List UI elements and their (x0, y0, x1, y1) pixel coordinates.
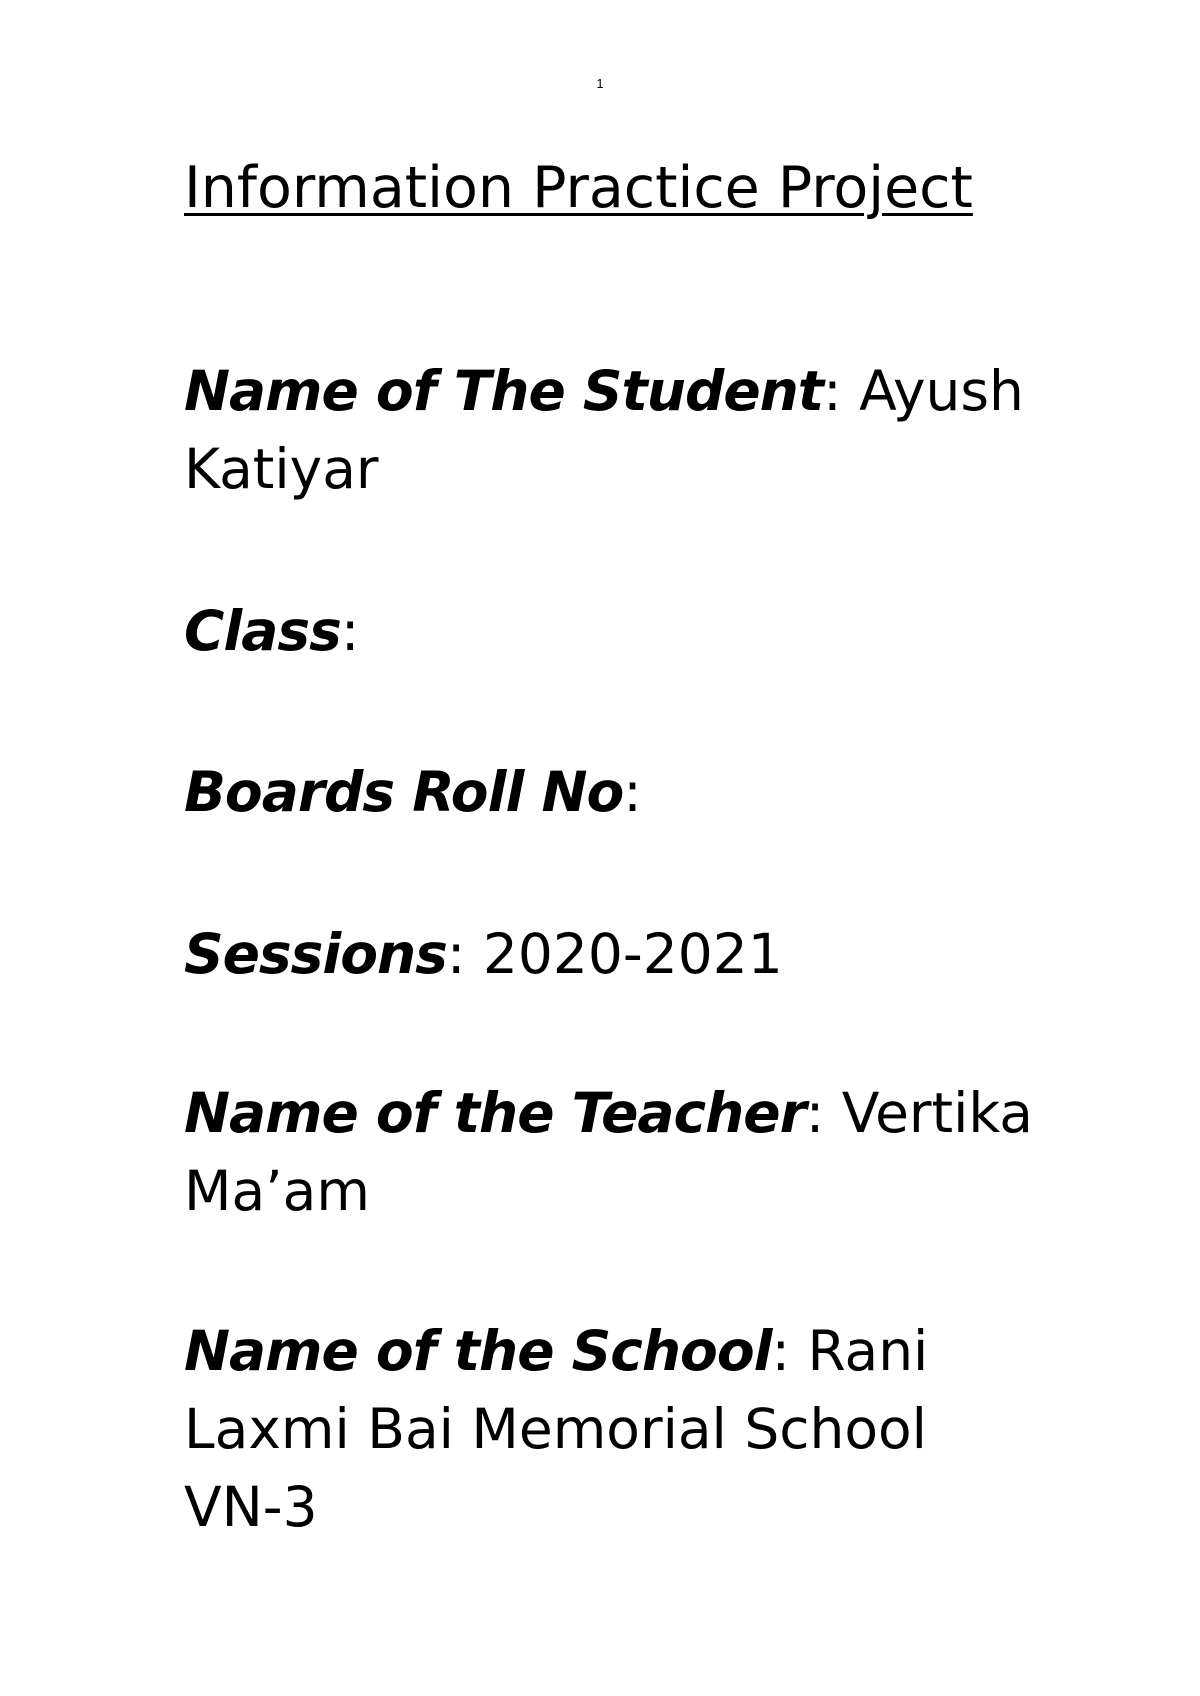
field-sessions (184, 915, 1034, 993)
field-student-name (184, 352, 1034, 508)
field-label: Class (184, 599, 341, 663)
field-label: Name of the Teacher (184, 1081, 806, 1145)
field-colon: : (823, 359, 842, 423)
field-value: Rani Laxmi Bai Memorial School VN-3 (184, 1319, 929, 1539)
field-class (184, 592, 1034, 670)
page-number: 1 (596, 76, 604, 91)
field-colon: : (805, 1081, 825, 1145)
field-colon: : (623, 760, 642, 824)
field-colon: : (446, 922, 466, 986)
field-label: Sessions (184, 922, 447, 986)
field-colon: : (771, 1319, 790, 1383)
field-boards-roll-no (184, 753, 1034, 831)
document-title: Information Practice Project (184, 155, 973, 221)
field-teacher-name (184, 1074, 1034, 1230)
field-value: Ayush Katiyar (184, 359, 1024, 501)
field-label: Name of The Student (184, 359, 824, 423)
field-label: Name of the School (184, 1319, 772, 1383)
field-school-name (184, 1312, 1034, 1546)
field-value: 2020-2021 (465, 922, 783, 986)
field-label: Boards Roll No (184, 760, 624, 824)
field-value: Vertika Ma’am (184, 1081, 1033, 1223)
field-colon: : (340, 599, 360, 663)
